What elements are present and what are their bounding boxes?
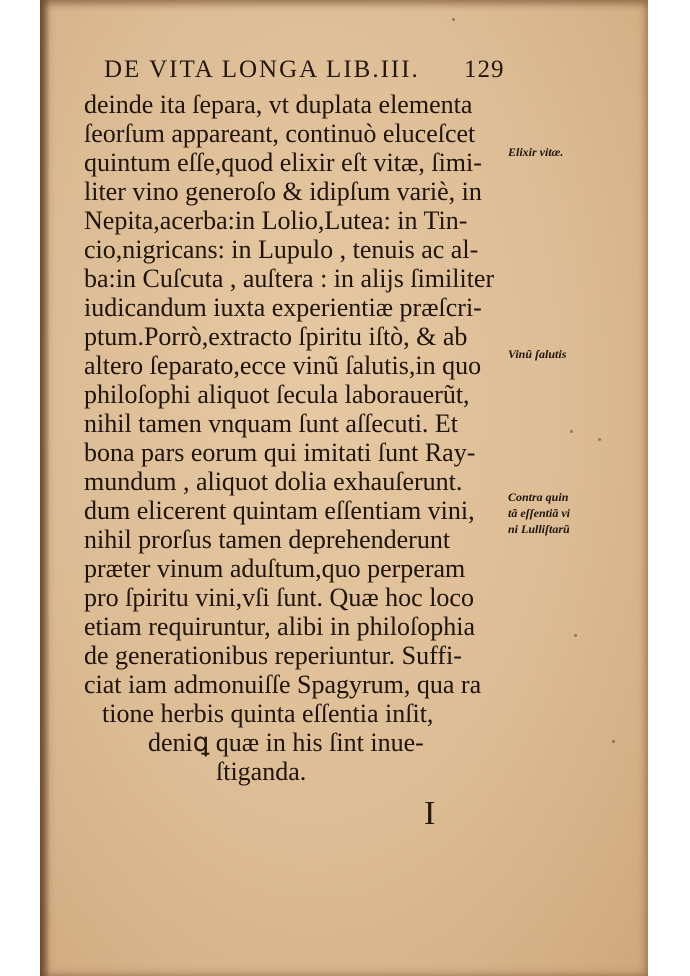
text-line: ptum.Porrò,extracto ſpiritu iſtò, & ab (84, 322, 468, 351)
margin-note-contra-3: ni Lulliſtarũ (508, 522, 570, 536)
text-line: quintum eſſe,quod elixir eſt vitæ, ſimi- (84, 148, 482, 177)
paper-speck (574, 634, 577, 637)
text-line: deniꝗ quæ in his ſint inue- (148, 728, 424, 757)
text-line: nihil prorſus tamen deprehenderunt (84, 525, 451, 554)
page-number: 129 (464, 56, 505, 83)
paper-speck (612, 740, 615, 743)
text-line: bona pars eorum qui imitati ſunt Ray- (84, 438, 476, 467)
text-line: dum elicerent quintam eſſentiam vini, (84, 496, 475, 525)
text-line: deinde ita ſepara, vt duplata elementa (84, 90, 473, 119)
paper-speck (598, 438, 601, 441)
margin-note-contra-1: Contra quin (508, 490, 569, 504)
text-line: ſtiganda. (216, 757, 307, 786)
paper-speck (570, 430, 573, 433)
text-line: ba:in Cuſcuta , auſtera : in alijs ſimiliter (84, 264, 495, 293)
signature-mark: I (424, 795, 436, 832)
text-line: tione herbis quinta eſſentia inſit, (102, 699, 434, 728)
running-header-title: DE VITA LONGA LIB.III. (104, 56, 420, 83)
text-line: iudicandum iuxta experientiæ præſcri- (84, 293, 482, 322)
margin-note-elixir: Elixir vitæ. (508, 145, 564, 159)
text-line: mundum , aliquot dolia exhauſerunt. (84, 467, 463, 496)
text-line: præter vinum aduſtum,quo perperam (84, 554, 466, 583)
running-header (104, 56, 504, 84)
text-line: altero ſeparato,ecce vinũ ſalutis,in quo (84, 351, 482, 380)
margin-note-vinum: Vinũ ſalutis (508, 347, 567, 361)
text-line: pro ſpiritu vini,vſi ſunt. Quæ hoc loco (84, 583, 474, 612)
text-line: etiam requiruntur, alibi in philoſophia (84, 612, 476, 641)
text-line: ſeorſum appareant, continuò eluceſcet (84, 119, 476, 148)
text-line: liter vino generoſo & idipſum variè, in (84, 177, 482, 206)
text-line: cio,nigricans: in Lupulo , tenuis ac al- (84, 235, 479, 264)
margin-note-contra-2: tã eſſentiã vi (508, 506, 570, 520)
paper-speck (452, 18, 455, 21)
page-gutter-shadow (40, 0, 50, 976)
text-line: Nepita,acerba:in Lolio,Lutea: in Tin- (84, 206, 468, 235)
text-line: nihil tamen vnquam ſunt aſſecuti. Et (84, 409, 459, 438)
text-line: philoſophi aliquot ſecula laborauerũt, (84, 380, 470, 409)
text-line: ciat iam admonuiſſe Spagyrum, qua ra (84, 670, 482, 699)
text-line: de generationibus reperiuntur. Suffi- (84, 641, 462, 670)
